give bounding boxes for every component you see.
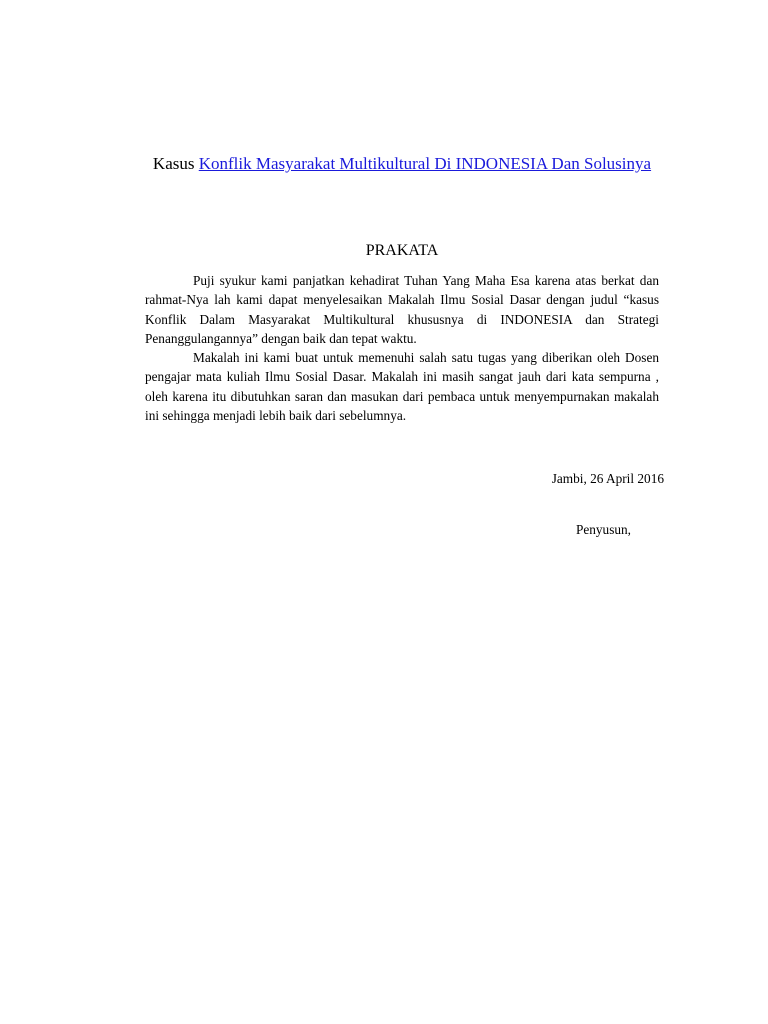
title-prefix: Kasus bbox=[152, 154, 199, 173]
paragraph-2: Makalah ini kami buat untuk memenuhi salah satu tugas yang diberikan oleh Dosen pengajar mata kuliah Ilmu Sosial Dasar. Makalah ini masih sangat jauh dari kata sempurna , oleh karena itu dibutuhkan saran dan masukan dari pembaca untuk menyempurnakan makalah ini sehingga menjadi lebih baik dari sebelumnya. bbox=[145, 350, 659, 424]
paragraph-1: Puji syukur kami panjatkan kehadirat Tuhan Yang Maha Esa karena atas berkat dan rahmat-Nya lah kami dapat menyelesaikan Makalah Ilmu Sosial Dasar dengan judul “kasus Konflik Dalam Masyarakat Multikultural khususnya di INDONESIA dan Strategi Penanggulangannya” dengan baik dan tepat waktu. bbox=[145, 273, 659, 346]
signer-label: Penyusun, bbox=[575, 522, 631, 537]
section-heading: PRAKATA bbox=[365, 242, 439, 259]
document-title bbox=[140, 153, 664, 175]
title-link[interactable]: Konflik Masyarakat Multikultural Di INDONESIA Dan Solusinya bbox=[198, 154, 652, 173]
body-text bbox=[145, 271, 659, 425]
place-date: Jambi, 26 April 2016 bbox=[551, 471, 664, 486]
